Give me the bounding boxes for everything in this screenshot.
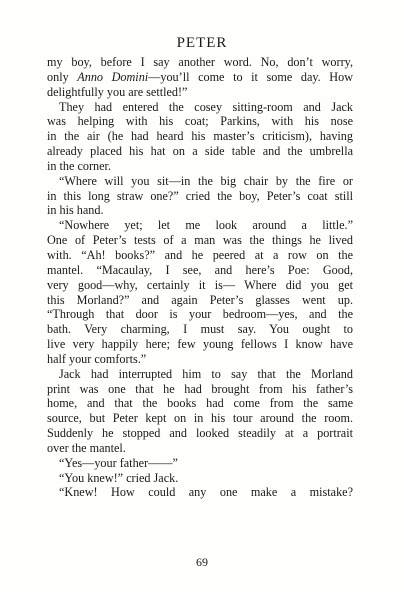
italic-phrase: Anno Domini xyxy=(77,69,149,84)
text-line: over the mantel. xyxy=(47,440,126,455)
text-line: “Yes—your father——” xyxy=(59,455,178,470)
text-line: was helping with his coat; Parkins, with his nose xyxy=(47,114,353,129)
text-line: in the corner. xyxy=(47,158,111,173)
text-line: Suddenly he stopped and looked steadily at a portrait xyxy=(47,426,353,441)
text-line: half your comforts.” xyxy=(47,351,147,366)
text-line: “Where will you sit—in the big chair by the fire or xyxy=(59,173,353,188)
text-line: home, and that the books had come from the same xyxy=(47,396,353,411)
text-line xyxy=(47,70,353,85)
body-text xyxy=(47,55,353,500)
text-line: my boy, before I say another word. No, don’t worry, xyxy=(47,55,353,69)
running-title: PETER xyxy=(176,35,228,51)
text-line: Jack had interrupted him to say that the Morland xyxy=(59,366,353,381)
text-line: in this long straw one?” cried the boy, Peter’s coat still xyxy=(47,188,353,203)
text-line: with. “Ah! books?” and he peered at a row on the xyxy=(47,247,353,262)
text-line: “You knew!” cried Jack. xyxy=(59,470,179,485)
text-line: print was one that he had brought from his father’s xyxy=(47,381,353,396)
text-fragment: —you’ll come to it some day. How xyxy=(148,69,353,84)
text-line: bath. Very charming, I must say. You ought to xyxy=(47,322,353,337)
text-line: They had entered the cosey sitting-room and Jack xyxy=(59,99,353,114)
text-line: very good—why, certainly it is— Where did you get xyxy=(47,277,353,292)
text-line: in his hand. xyxy=(47,203,104,218)
text-line: One of Peter’s tests of a man was the things he lived xyxy=(47,233,353,248)
text-line: in the air (he had heard his master’s criticism), having xyxy=(47,129,353,144)
text-line: already placed his hat on a side table and the umbrella xyxy=(47,144,353,159)
text-line: “Knew! How could any one make a mistake? xyxy=(59,485,353,500)
text-line: source, but Peter kept on in his tour around the room. xyxy=(47,411,353,426)
text-line: this Morland?” and again Peter’s glasses went up. xyxy=(47,292,353,307)
text-line: mantel. “Macaulay, I see, and here’s Poe: Good, xyxy=(47,262,353,277)
page-number: 69 xyxy=(196,555,208,569)
text-fragment: only xyxy=(47,69,78,84)
text-line: live very happily here; few young fellows I know have xyxy=(47,337,353,352)
text-line: delightfully you are settled!” xyxy=(47,84,188,99)
text-line: “Nowhere yet; let me look around a little.” xyxy=(59,218,353,233)
text-line: “Through that door is your bedroom—yes, and the xyxy=(47,307,353,322)
